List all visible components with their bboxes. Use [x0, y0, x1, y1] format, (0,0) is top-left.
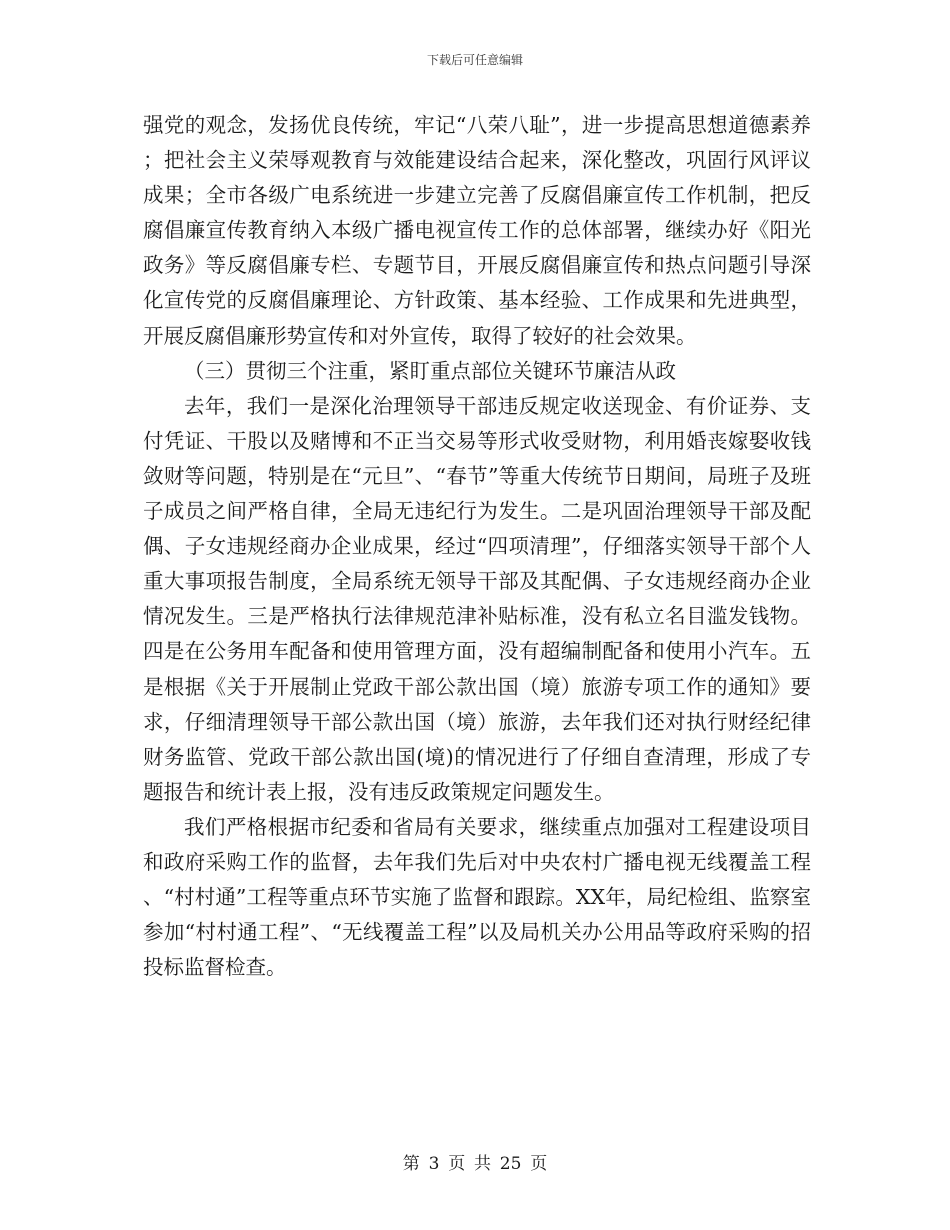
- page-number: 第 3 页 共 25 页: [402, 1154, 548, 1174]
- document-body: [143, 108, 811, 985]
- section-heading: （三）贯彻三个注重，紧盯重点部位关键环节廉洁从政: [184, 358, 676, 383]
- paragraph-continuation: 强党的观念，发扬优良传统，牢记“八荣八耻”，进一步提高思想道德素养；把社会主义荣辱观教育与效能建设结合起来，深化整改，巩固行风评议成果；全市各级广电系统进一步建立完善了反腐倡廉宣传工作机制，把反腐倡廉宣传教育纳入本级广播电视宣传工作的总体部署，继续办好《阳光政务》等反腐倡廉专栏、专题节目，开展反腐倡廉宣传和热点问题引导深化宣传党的反腐倡廉理论、方针政策、基本经验、工作成果和先进典型，开展反腐倡廉形势宣传和对外宣传，取得了较好的社会效果。: [143, 113, 811, 348]
- paragraph-integrity: 去年，我们一是深化治理领导干部违反规定收送现金、有价证券、支付凭证、干股以及赌博和不正当交易等形式收受财物，利用婚丧嫁娶收钱敛财等问题，特别是在“元旦”、“春节”等重大传统节日期间，局班子及班子成员之间严格自律，全局无违纪行为发生。二是巩固治理领导干部及配偶、子女违规经商办企业成果，经过“四项清理”，仔细落实领导干部个人重大事项报告制度，全局系统无领导干部及其配偶、子女违规经商办企业情况发生。三是严格执行法律规范津补贴标准，没有私立名目滥发钱物。四是在公务用车配备和使用管理方面，没有超编制配备和使用小汽车。五是根据《关于开展制止党政干部公款出国（境）旅游专项工作的通知》要求，仔细清理领导干部公款出国（境）旅游，去年我们还对执行财经纪律财务监管、党政干部公款出国(境)的情况进行了仔细自查清理，形成了专题报告和统计表上报，没有违反政策规定问题发生。: [143, 393, 811, 804]
- page-header: 下载后可任意编辑: [426, 53, 523, 67]
- paragraph-supervision: 我们严格根据市纪委和省局有关要求，继续重点加强对工程建设项目和政府采购工作的监督，去年我们先后对中央农村广播电视无线覆盖工程、“村村通”工程等重点环节实施了监督和跟踪。XX年，局纪检组、监察室参加“村村通工程”、“无线覆盖工程”以及局机关办公用品等政府采购的招投标监督检查。: [143, 814, 811, 980]
